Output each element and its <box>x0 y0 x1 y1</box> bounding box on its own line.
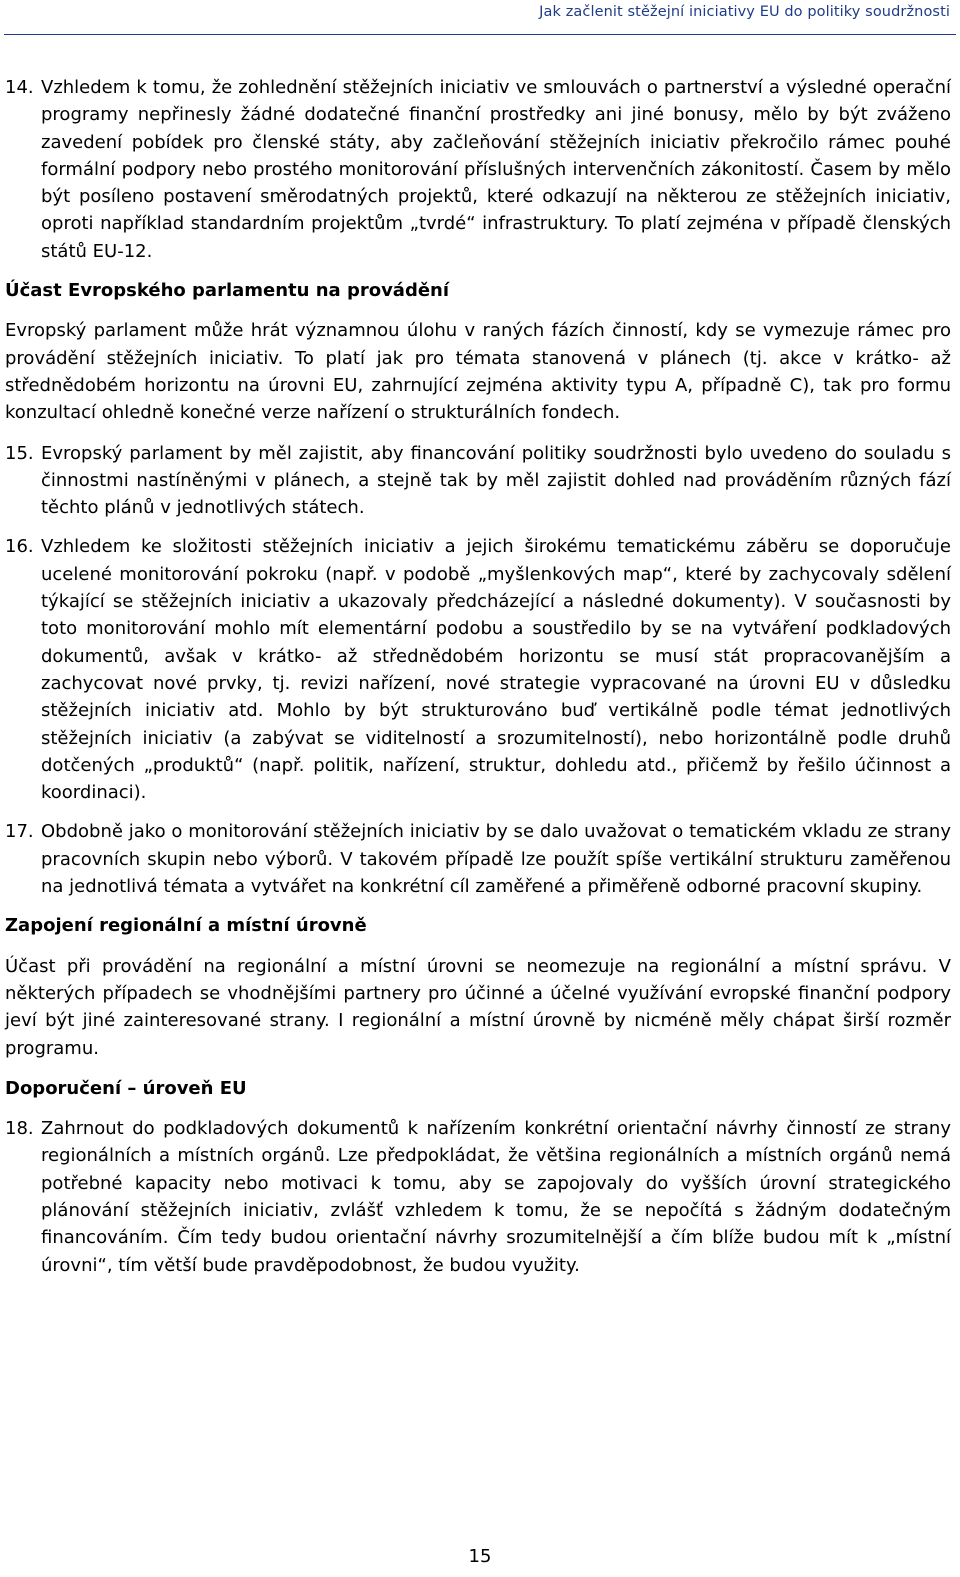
section-heading-parliament: Účast Evropského parlamentu na provádění <box>5 280 450 302</box>
numbered-item-14 <box>5 74 951 265</box>
item-text: Obdobně jako o monitorování stěžejních iniciativ by se dalo uvažovat o tematickém vkladu ze strany pracovních skupin nebo výborů. V takovém případě lze použít spíše vertikální strukturu zaměřenou na jednotlivá témata a vytvářet na konkrétní cíl zaměřené a přiměřeně odborné pracovní skupiny. <box>41 821 951 898</box>
item-text: Zahrnout do podkladových dokumentů k nařízením konkrétní orientační návrhy činností ze strany regionálních a místních orgánů. Lze předpokládat, že většina regionálních a místních orgánů nemá potřebné kapacity nebo motivaci k tomu, aby se zapojovaly do vyšších úrovní strategického plánování stěžejních iniciativ, zvlášť vzhledem k tomu, že se nepočítá s žádným dodatečným financováním. Čím tedy budou orientační návrhy srozumitelnější a čím blíže budou mít k „místní úrovni“, tím větší bude pravděpodobnost, že budou využity. <box>41 1118 951 1276</box>
numbered-item-15 <box>5 440 951 522</box>
item-text: Vzhledem ke složitosti stěžejních iniciativ a jejich širokému tematickému záběru se doporučuje ucelené monitorování pokroku (např. v podobě „myšlenkových map“, které by zachycovaly sdělení týkající se stěžejních iniciativ a ukazovaly předcházející a následné dokumenty). V současnosti by toto monitorování mohlo mít elementární podobu a soustředilo by se na vytváření podkladových dokumentů, avšak v krátko- až střednědobém horizontu se musí stát propracovanějším a zachycovat nové prvky, tj. revizi nařízení, nové strategie vypracované na úrovni EU v důsledku stěžejních iniciativ atd. Mohlo by být strukturováno buď vertikálně podle témat jednotlivých stěžejních iniciativ (a zabývat se viditelností a srozumitelností), nebo horizontálně podle druhů dotčených „produktů“ (např. politik, nařízení, struktur, dohledu atd., přičemž by řešilo účinnost a koordinaci). <box>41 536 951 804</box>
item-number: 15. <box>5 442 34 464</box>
running-header-title: Jak začlenit stěžejní iniciativy EU do politiky soudržnosti <box>539 4 950 20</box>
section-heading-recommendation: Doporučení – úroveň EU <box>5 1077 247 1099</box>
item-number: 17. <box>5 821 34 843</box>
item-number: 14. <box>5 77 34 98</box>
header-rule <box>4 34 956 35</box>
page-number: 15 <box>468 1546 492 1567</box>
numbered-item-16 <box>5 533 951 806</box>
item-number: 18. <box>5 1118 34 1140</box>
item-number: 16. <box>5 536 34 558</box>
item-text: Evropský parlament by měl zajistit, aby financování politiky soudržnosti bylo uvedeno do souladu s činnostmi nastíněnými v plánech, a stejně tak by měl zajistit dohled nad prováděním různých fází těchto plánů v jednotlivých státech. <box>41 442 951 519</box>
paragraph-regional: Účast při provádění na regionální a místní úrovni se neomezuje na regionální a místní správu. V některých případech se vhodnějšími partnery pro účinné a účelné využívání evropské finanční podpory jeví být jiné zainteresované strany. I regionální a místní úrovně by nicméně měly chápat širší rozměr programu. <box>5 955 951 1059</box>
item-text: Vzhledem k tomu, že zohlednění stěžejních iniciativ ve smlouvách o partnerství a výsledné operační programy nepřinesly žádné dodatečné finanční prostředky ani jiné bonusy, mělo by být zváženo zavedení pobídek pro členské státy, aby začleňování stěžejních iniciativ překročilo rámec pouhé formální podpory nebo prostého monitorování příslušných intervenčních zákonitostí. Časem by mělo být posíleno postavení směrodatných projektů, které odkazují na některou ze stěžejních iniciativ, oproti například standardním projektům „tvrdé“ infrastruktury. To platí zejména v případě členských států EU-12. <box>41 77 951 262</box>
paragraph-parliament: Evropský parlament může hrát významnou úlohu v raných fázích činností, kdy se vymezuje rámec pro provádění stěžejních iniciativ. To platí jak pro témata stanovená v plánech (tj. akce v krátko- až střednědobém horizontu na úrovni EU, zahrnující zejména aktivity typu A, případně C), tak pro formu konzultací ohledně konečné verze nařízení o strukturálních fondech. <box>5 320 951 424</box>
numbered-item-18 <box>5 1115 951 1279</box>
section-heading-regional: Zapojení regionální a místní úrovně <box>5 915 367 937</box>
document-body <box>5 74 951 1291</box>
numbered-item-17 <box>5 818 951 900</box>
